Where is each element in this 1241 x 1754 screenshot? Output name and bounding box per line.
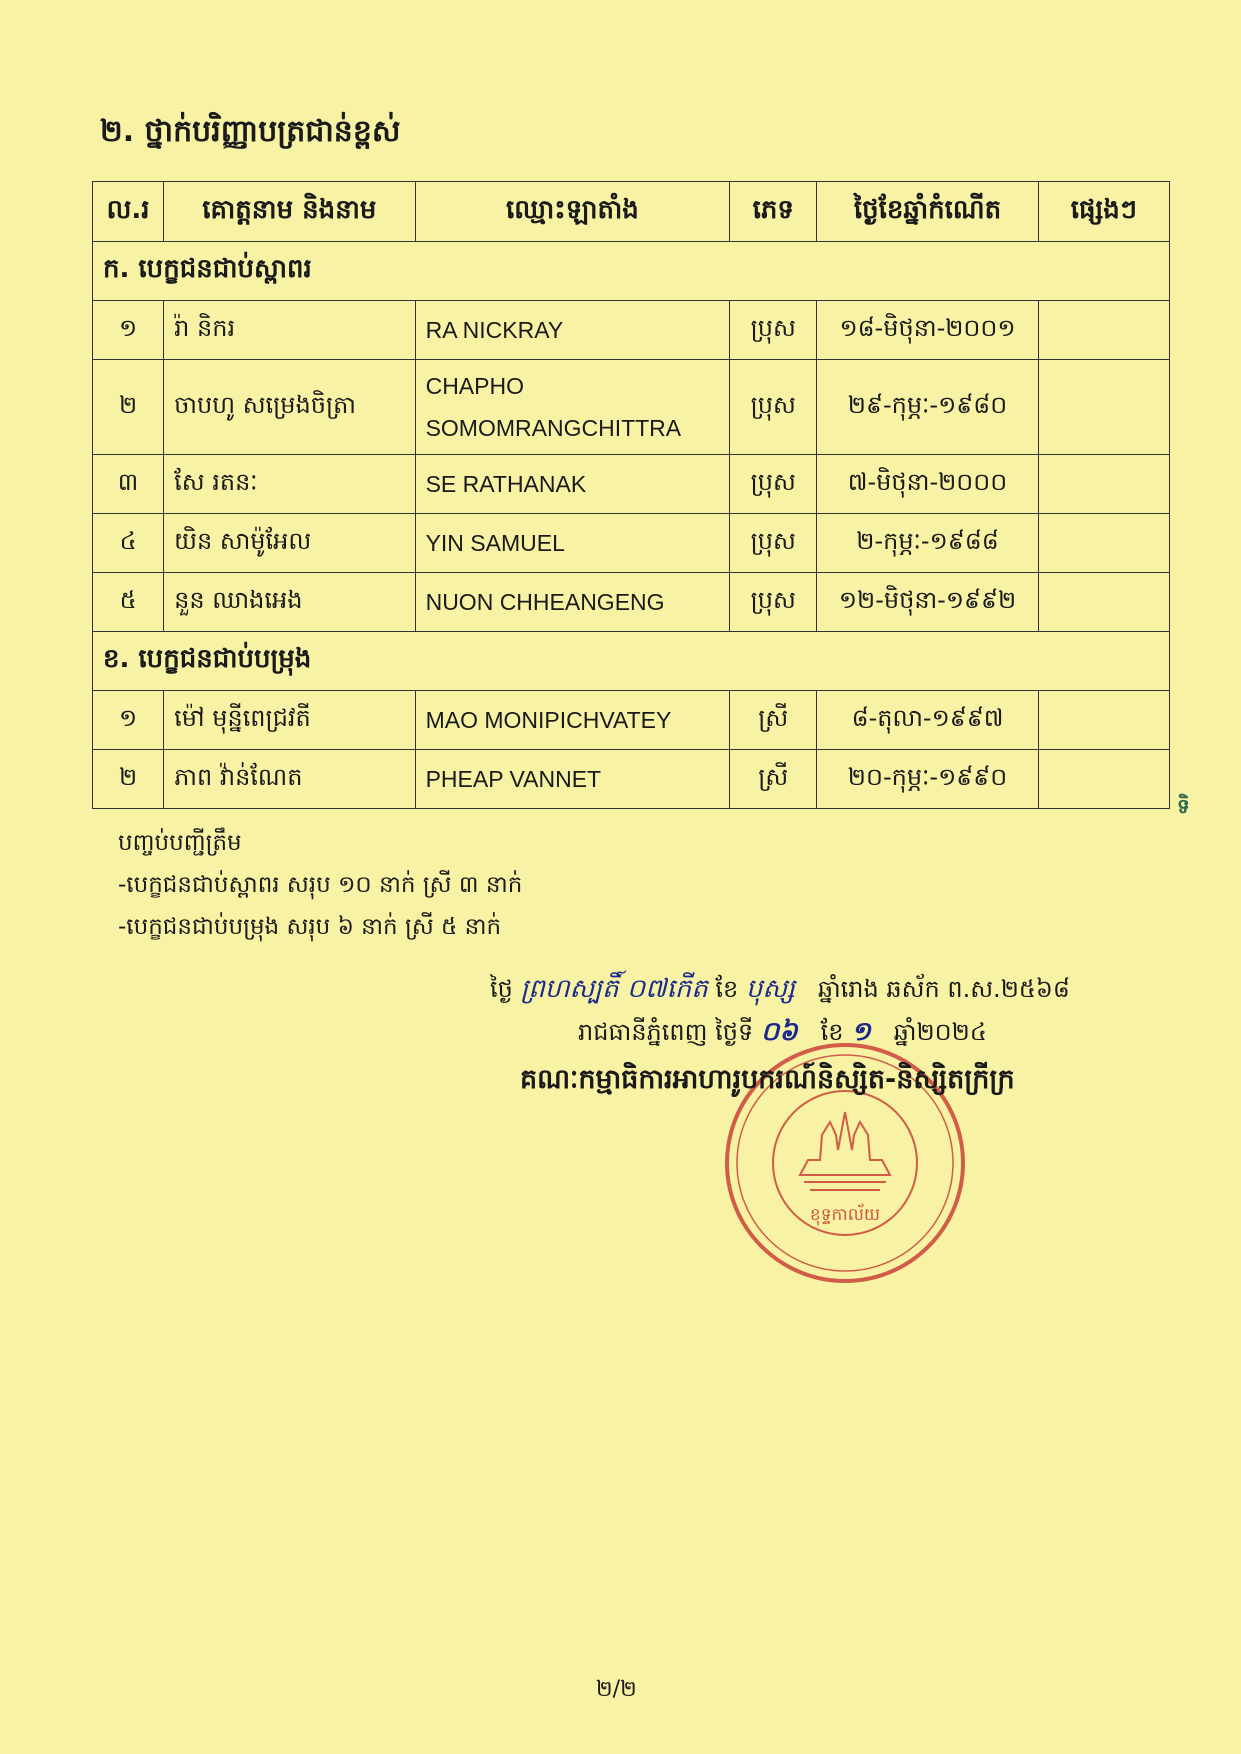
- margin-initial-mark: ទិ: [1177, 794, 1190, 818]
- latin-line: CHAPHO: [425, 373, 524, 399]
- row-sex: ប្រុស: [730, 573, 817, 632]
- row-date-of-birth: ១២-មិថុនា-១៩៩២: [817, 573, 1038, 632]
- table-row: [93, 691, 1170, 750]
- row-sex: ប្រុស: [730, 455, 817, 514]
- row-latin-name: [415, 360, 730, 455]
- latin-line: SE RATHANAK: [425, 471, 587, 497]
- row-date-of-birth: ៧-មិថុនា-២០០០: [817, 455, 1038, 514]
- row-other: [1038, 573, 1169, 632]
- row-no: ៤: [93, 514, 164, 573]
- group-b-header: [93, 632, 1170, 691]
- row-date-of-birth: ២-កុម្ភៈ-១៩៨៨: [817, 514, 1038, 573]
- row-latin-name: [415, 301, 730, 360]
- solar-date-prefix: រាជធានីភ្នំពេញ ថ្ងៃទី: [578, 1018, 754, 1046]
- row-no: ១: [93, 301, 164, 360]
- row-name: ចាបហូ សម្រេងចិត្រា: [164, 360, 415, 455]
- header-other: ផ្សេងៗ: [1038, 182, 1169, 242]
- group-a-title: ក. បេក្ខជនជាប់ស្ពាពរ: [93, 242, 1170, 301]
- summary-line-main: -បេក្ខជនជាប់ស្ពាពរ សរុប ១០ នាក់ ស្រី ៣ នាក់: [118, 872, 523, 898]
- header-date-of-birth: ថ្ងៃខែឆ្នាំកំណើត: [817, 182, 1038, 242]
- header-sex: ភេទ: [730, 182, 817, 242]
- row-date-of-birth: ២០-កុម្ភៈ-១៩៩០: [817, 750, 1038, 809]
- row-sex: ប្រុស: [730, 301, 817, 360]
- row-latin-name: [415, 750, 730, 809]
- table-header-row: [93, 182, 1170, 242]
- header-latin-name: ឈ្មោះឡាតាំង: [415, 182, 730, 242]
- solar-year: ឆ្នាំ២០២៤: [893, 1018, 987, 1046]
- latin-line: YIN SAMUEL: [425, 530, 565, 556]
- row-latin-name: [415, 514, 730, 573]
- table-row: [93, 750, 1170, 809]
- row-other: [1038, 750, 1169, 809]
- row-other: [1038, 455, 1169, 514]
- solar-month-handwritten: ១: [851, 1017, 871, 1047]
- row-sex: ស្រី: [730, 691, 817, 750]
- latin-line: RA NICKRAY: [425, 317, 564, 343]
- solar-day-handwritten: ០៦: [760, 1017, 798, 1047]
- latin-line: MAO MONIPICHVATEY: [425, 707, 672, 733]
- row-latin-name: [415, 573, 730, 632]
- candidate-table: [92, 181, 1170, 809]
- lunar-month-handwritten: បុស្ស: [745, 974, 795, 1004]
- table-row: [93, 360, 1170, 455]
- committee-name: គណៈកម្មាធិការអាហារូបករណ៍និស្សិត-និស្សិតក្រីក្រ: [520, 1064, 1015, 1095]
- row-latin-name: [415, 455, 730, 514]
- section-title: ២. ថ្នាក់បរិញ្ញាបត្រជាន់ខ្ពស់: [100, 114, 401, 149]
- table-row: [93, 301, 1170, 360]
- row-no: ៣: [93, 455, 164, 514]
- row-latin-name: [415, 691, 730, 750]
- row-no: ១: [93, 691, 164, 750]
- row-date-of-birth: ១៨-មិថុនា-២០០១: [817, 301, 1038, 360]
- group-b-title: ខ. បេក្ខជនជាប់បម្រុង: [93, 632, 1170, 691]
- row-sex: ស្រី: [730, 750, 817, 809]
- row-no: ២: [93, 360, 164, 455]
- lunar-date-handwritten: ព្រហស្បតិ៍ ០៧កើត: [520, 974, 708, 1004]
- table-row: [93, 573, 1170, 632]
- latin-line: NUON CHHEANGENG: [425, 589, 665, 615]
- seal-text: ខុទ្ទកាល័យ: [809, 1205, 881, 1225]
- row-name: នួន ឈាងអេង: [164, 573, 415, 632]
- solar-month-label: ខែ: [820, 1018, 844, 1046]
- row-name: ម៉ៅ មុន្នីពេជ្រវតី: [164, 691, 415, 750]
- row-name: ភាព វ៉ាន់ណែត: [164, 750, 415, 809]
- table-row: [93, 455, 1170, 514]
- row-name: យិន សាម៉ូអែល: [164, 514, 415, 573]
- group-a-header: [93, 242, 1170, 301]
- row-no: ៥: [93, 573, 164, 632]
- row-other: [1038, 360, 1169, 455]
- summary-heading: បញ្ចប់បញ្ជីត្រឹម: [118, 830, 242, 856]
- latin-line: PHEAP VANNET: [425, 766, 602, 792]
- row-name: រ៉ា និករ: [164, 301, 415, 360]
- lunar-month-label: ខែ: [715, 975, 739, 1003]
- row-sex: ប្រុស: [730, 514, 817, 573]
- row-date-of-birth: ៨-តុលា-១៩៩៧: [817, 691, 1038, 750]
- summary-line-reserve: -បេក្ខជនជាប់បម្រុង សរុប ៦ នាក់ ស្រី ៥ នាក់: [118, 914, 502, 940]
- table-row: [93, 514, 1170, 573]
- header-name: គោត្តនាម និងនាម: [164, 182, 415, 242]
- lunar-date-prefix: ថ្ងៃ: [490, 975, 513, 1003]
- row-name: សែ រតនៈ: [164, 455, 415, 514]
- summary-block: [118, 822, 522, 948]
- page-number: ២/២: [596, 1677, 637, 1702]
- header-no: ល.រ: [93, 182, 164, 242]
- row-no: ២: [93, 750, 164, 809]
- row-other: [1038, 691, 1169, 750]
- latin-line: SOMOMRANGCHITTRA: [425, 415, 682, 441]
- row-other: [1038, 301, 1169, 360]
- lunar-date-line: [490, 972, 1070, 1010]
- row-other: [1038, 514, 1169, 573]
- row-sex: ប្រុស: [730, 360, 817, 455]
- lunar-year: ឆ្នាំរោង ឆស័ក ព.ស.២៥៦៨: [817, 975, 1070, 1003]
- row-date-of-birth: ២៩-កុម្ភៈ-១៩៨០: [817, 360, 1038, 455]
